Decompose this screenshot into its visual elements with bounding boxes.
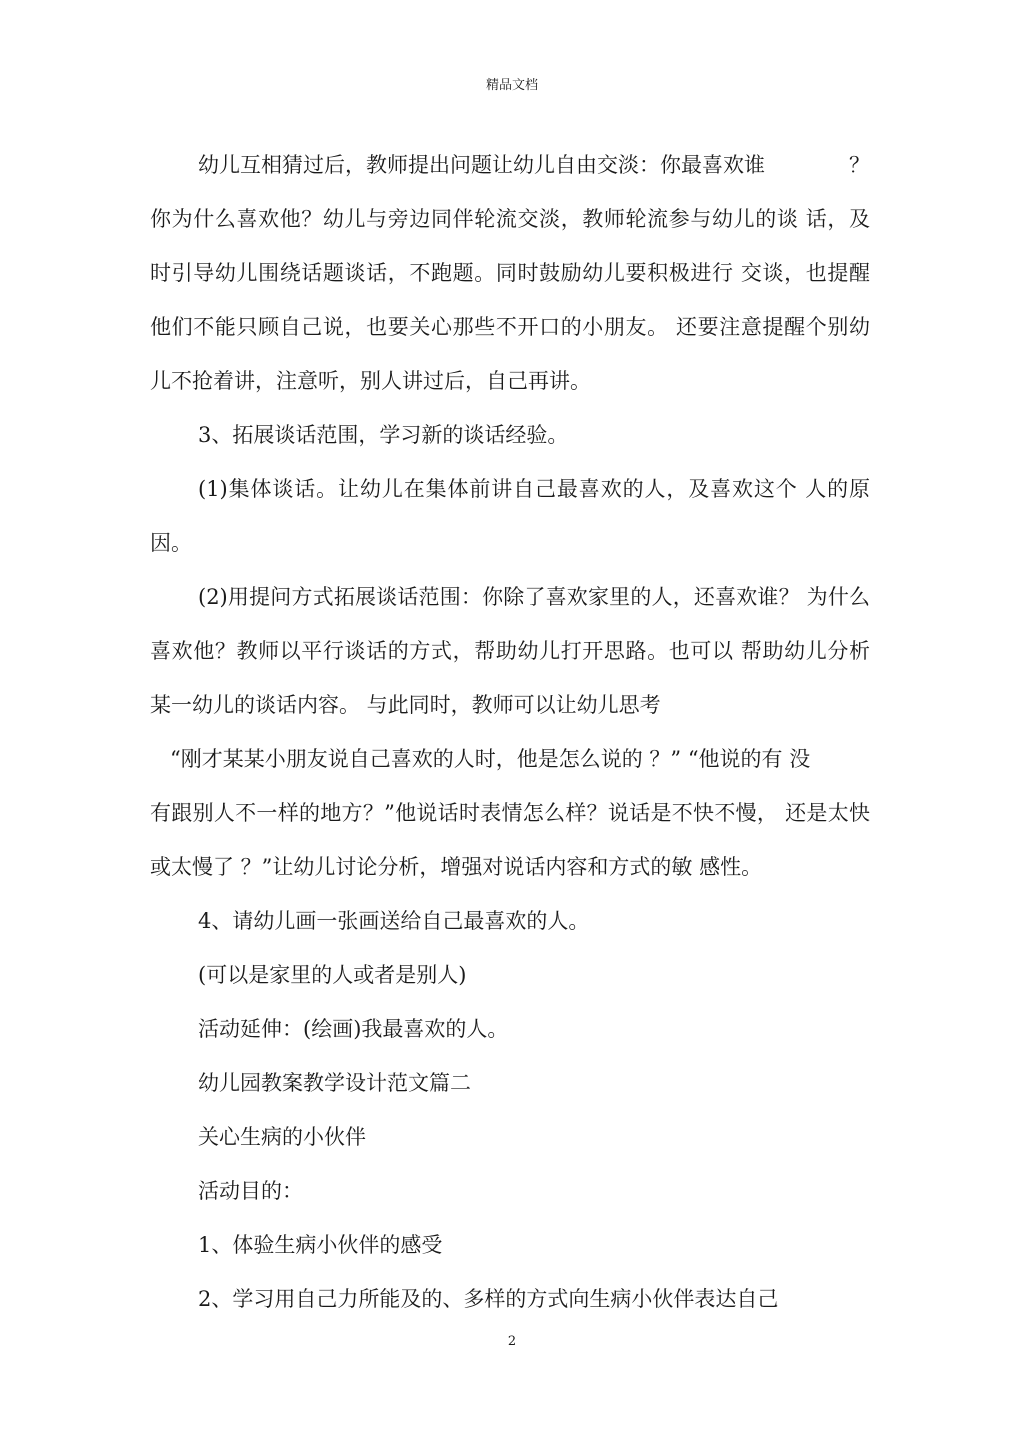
paragraph-question-method: (2)用提问方式拓展谈话范围：你除了喜欢家里的人，还喜欢谁？ 为什么喜欢他？教师以平行谈话的方式，帮助幼儿打开思路。也可以 帮助幼儿分析某一幼儿的谈话内容。 与此同时，教师可以让幼儿思考 — [150, 585, 870, 717]
objective-2: 2、学习用自己力所能及的、多样的方式向生病小伙伴表达自己 — [198, 1287, 779, 1311]
objectives-heading: 活动目的： — [198, 1179, 303, 1203]
paragraph-1-line-1 — [150, 138, 870, 192]
paragraph-step-3: 3、拓展谈话范围，学习新的谈话经验。 — [198, 423, 569, 447]
page-number: 2 — [507, 1334, 517, 1349]
paragraph-quote-rest: 有跟别人不一样的地方？”他说话时表情怎么样？说话是不快不慢， 还是太快或太慢了 ？”让幼儿讨论分析，增强对说话内容和方式的敏 感性。 — [150, 801, 870, 879]
objective-1: 1、体验生病小伙伴的感受 — [198, 1233, 443, 1257]
paragraph-step-4: 4、请幼儿画一张画送给自己最喜欢的人。 — [198, 909, 590, 933]
document-body — [150, 138, 870, 1326]
paragraph-1-text: 幼儿互相猜过后，教师提出问题让幼儿自由交淡：你最喜欢谁 — [198, 153, 765, 177]
paragraph-1-rest: 你为什么喜欢他？幼儿与旁边同伴轮流交淡，教师轮流参与幼儿的谈 话，及时引导幼儿围绕话题谈话，不跑题。同时鼓励幼儿要积极进行 交谈，也提醒他们不能只顾自己说，也要关心那些不开口的小朋友。 还要注意提醒个别幼儿不抢着讲，注意听，别人讲过后，自己再讲。 — [150, 207, 870, 393]
page-header: 精品文档 — [485, 78, 538, 93]
section-title: 幼儿园教案教学设计范文篇二 — [198, 1071, 471, 1095]
paragraph-group-talk: (1)集体谈话。让幼儿在集体前讲自己最喜欢的人，及喜欢这个 人的原因。 — [150, 477, 870, 555]
lesson-title: 关心生病的小伙伴 — [198, 1125, 366, 1149]
paragraph-extension: 活动延伸：(绘画)我最喜欢的人。 — [198, 1017, 509, 1041]
paragraph-note: (可以是家里的人或者是别人) — [198, 963, 467, 987]
paragraph-quote-line-1: “刚才某某小朋友说自己喜欢的人时，他是怎么说的 ？” “他说的有 没 — [170, 747, 811, 771]
question-mark: ？ — [849, 153, 870, 177]
